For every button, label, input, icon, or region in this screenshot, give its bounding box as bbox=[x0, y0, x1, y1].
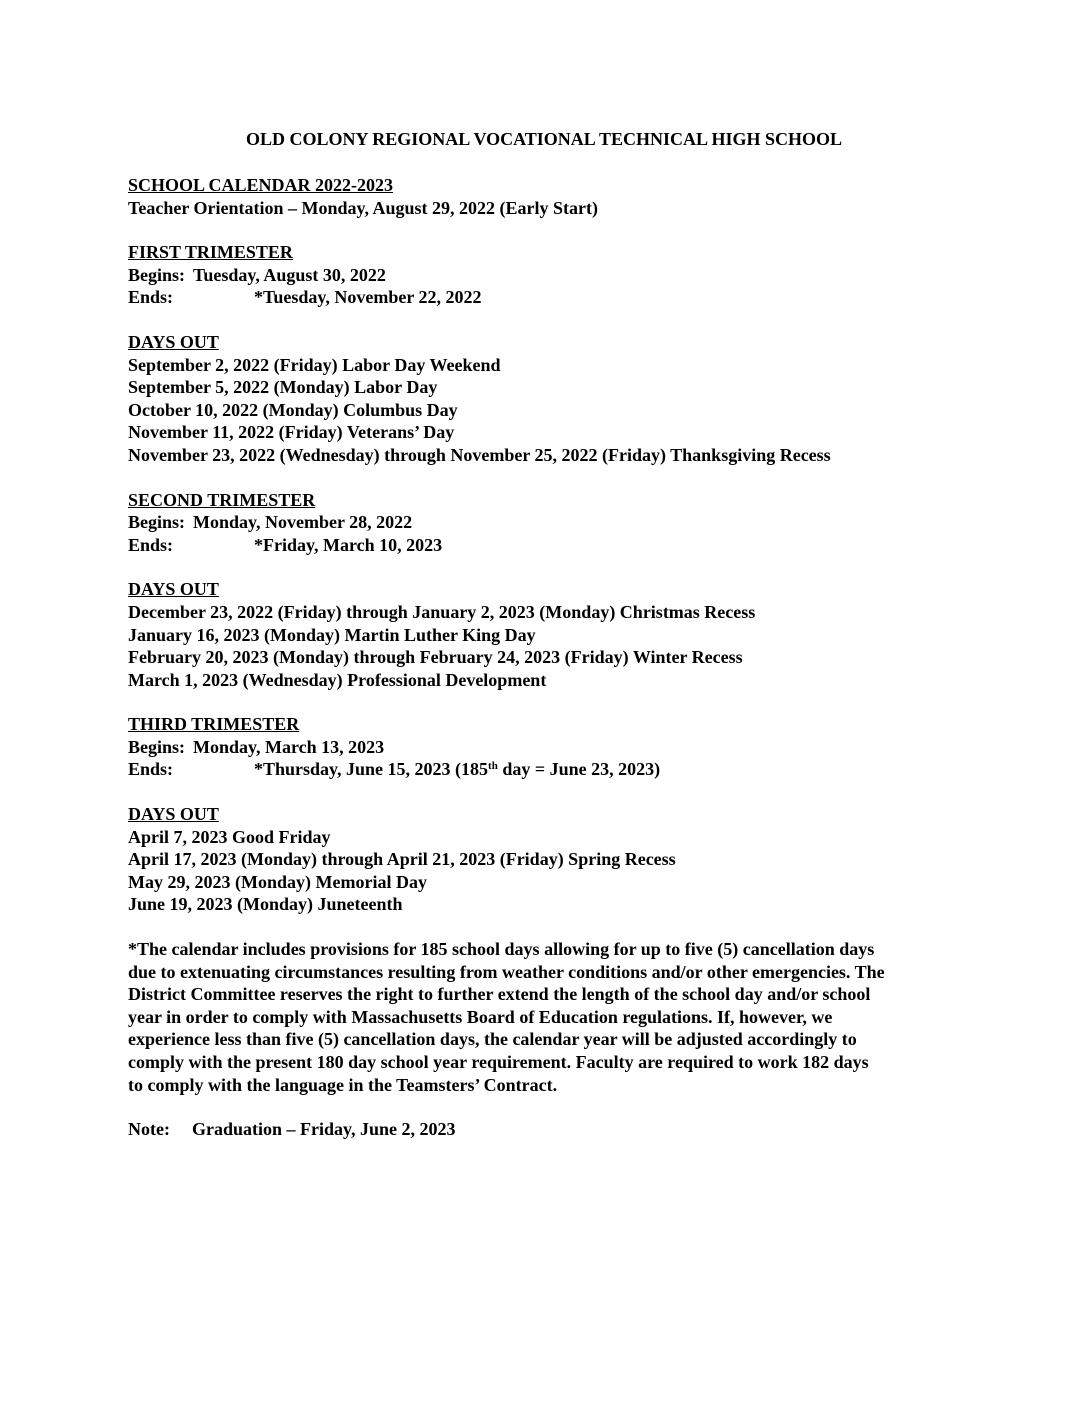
second-trimester-heading: SECOND TRIMESTER bbox=[128, 489, 316, 510]
third-trimester-ends bbox=[128, 758, 968, 781]
second-trimester-ends bbox=[128, 534, 968, 557]
begins-date: Monday, March 13, 2023 bbox=[193, 736, 385, 757]
third-trimester-section bbox=[128, 713, 968, 781]
days-out-item: November 23, 2022 (Wednesday) through November 25, 2022 (Friday) Thanksgiving Recess bbox=[128, 444, 831, 465]
first-trimester-ends bbox=[128, 286, 968, 309]
begins-label: Begins: bbox=[128, 736, 186, 757]
days-out-section-1 bbox=[128, 331, 968, 467]
footnote-line: comply with the present 180 day school year requirement. Faculty are required to work 182 days bbox=[128, 1052, 869, 1072]
ends-label: Ends: bbox=[128, 534, 174, 555]
note-label: Note: bbox=[128, 1119, 170, 1140]
days-out-item: December 23, 2022 (Friday) through January 2, 2023 (Monday) Christmas Recess bbox=[128, 601, 756, 622]
first-trimester-begins bbox=[128, 264, 968, 287]
ends-label: Ends: bbox=[128, 759, 174, 780]
days-out-heading: DAYS OUT bbox=[128, 804, 219, 825]
ordinal-suffix: th bbox=[488, 760, 498, 773]
first-trimester-heading: FIRST TRIMESTER bbox=[128, 242, 293, 263]
days-out-item: June 19, 2023 (Monday) Juneteenth bbox=[128, 894, 403, 915]
footnote-line: experience less than five (5) cancellation days, the calendar year will be adjusted accordingly to bbox=[128, 1029, 857, 1050]
days-out-heading: DAYS OUT bbox=[128, 579, 219, 600]
footnote-line: *The calendar includes provisions for 185 school days allowing for up to five (5) cancellation days bbox=[128, 939, 875, 960]
days-out-section-3 bbox=[128, 803, 968, 916]
footnote-line: to comply with the language in the Teamsters’ Contract. bbox=[128, 1074, 558, 1095]
begins-label: Begins: bbox=[128, 264, 186, 285]
note-line bbox=[128, 1118, 968, 1141]
begins-date: Monday, November 28, 2022 bbox=[193, 512, 413, 533]
days-out-item: January 16, 2023 (Monday) Martin Luther King Day bbox=[128, 624, 536, 645]
document-title: OLD COLONY REGIONAL VOCATIONAL TECHNICAL HIGH SCHOOL bbox=[245, 129, 843, 149]
second-trimester-begins bbox=[128, 511, 968, 534]
days-out-item: March 1, 2023 (Wednesday) Professional Development bbox=[128, 669, 547, 690]
ends-date: *Friday, March 10, 2023 bbox=[254, 534, 443, 555]
ends-date-end: day = June 23, 2023) bbox=[497, 759, 661, 780]
days-out-item: February 20, 2023 (Monday) through February 24, 2023 (Friday) Winter Recess bbox=[128, 647, 743, 668]
days-out-item: October 10, 2022 (Monday) Columbus Day bbox=[128, 399, 458, 420]
third-trimester-begins bbox=[128, 736, 968, 759]
days-out-item: April 17, 2023 (Monday) through April 21, 2023 (Friday) Spring Recess bbox=[128, 849, 676, 870]
days-out-heading: DAYS OUT bbox=[128, 331, 219, 352]
days-out-section-2 bbox=[128, 578, 968, 691]
graduation-note bbox=[128, 1118, 968, 1141]
calendar-section bbox=[128, 174, 968, 219]
calendar-footnote bbox=[128, 938, 968, 1096]
begins-date: Tuesday, August 30, 2022 bbox=[193, 264, 386, 285]
document-body bbox=[128, 174, 968, 1163]
first-trimester-section bbox=[128, 241, 968, 309]
second-trimester-section bbox=[128, 489, 968, 557]
footnote-line: due to extenuating circumstances resulting from weather conditions and/or other emergencies. The bbox=[128, 961, 885, 982]
note-text: Graduation – Friday, June 2, 2023 bbox=[192, 1119, 456, 1140]
days-out-item: May 29, 2023 (Monday) Memorial Day bbox=[128, 871, 427, 892]
ends-date: *Tuesday, November 22, 2022 bbox=[254, 287, 482, 308]
days-out-item: September 5, 2022 (Monday) Labor Day bbox=[128, 377, 438, 398]
footnote-line: District Committee reserves the right to further extend the length of the school day and/or school bbox=[128, 984, 871, 1005]
days-out-item: April 7, 2023 Good Friday bbox=[128, 826, 331, 847]
teacher-orientation: Teacher Orientation – Monday, August 29, 2022 (Early Start) bbox=[128, 197, 599, 218]
ends-label: Ends: bbox=[128, 287, 174, 308]
ends-date-start: *Thursday, June 15, 2023 (185 bbox=[254, 759, 489, 780]
days-out-item: September 2, 2022 (Friday) Labor Day Weekend bbox=[128, 354, 501, 375]
third-trimester-heading: THIRD TRIMESTER bbox=[128, 714, 300, 735]
days-out-item: November 11, 2022 (Friday) Veterans’ Day bbox=[128, 422, 455, 443]
calendar-heading: SCHOOL CALENDAR 2022-2023 bbox=[128, 175, 394, 195]
footnote-line: year in order to comply with Massachusetts Board of Education regulations. If, however, we bbox=[128, 1006, 833, 1027]
begins-label: Begins: bbox=[128, 512, 186, 533]
